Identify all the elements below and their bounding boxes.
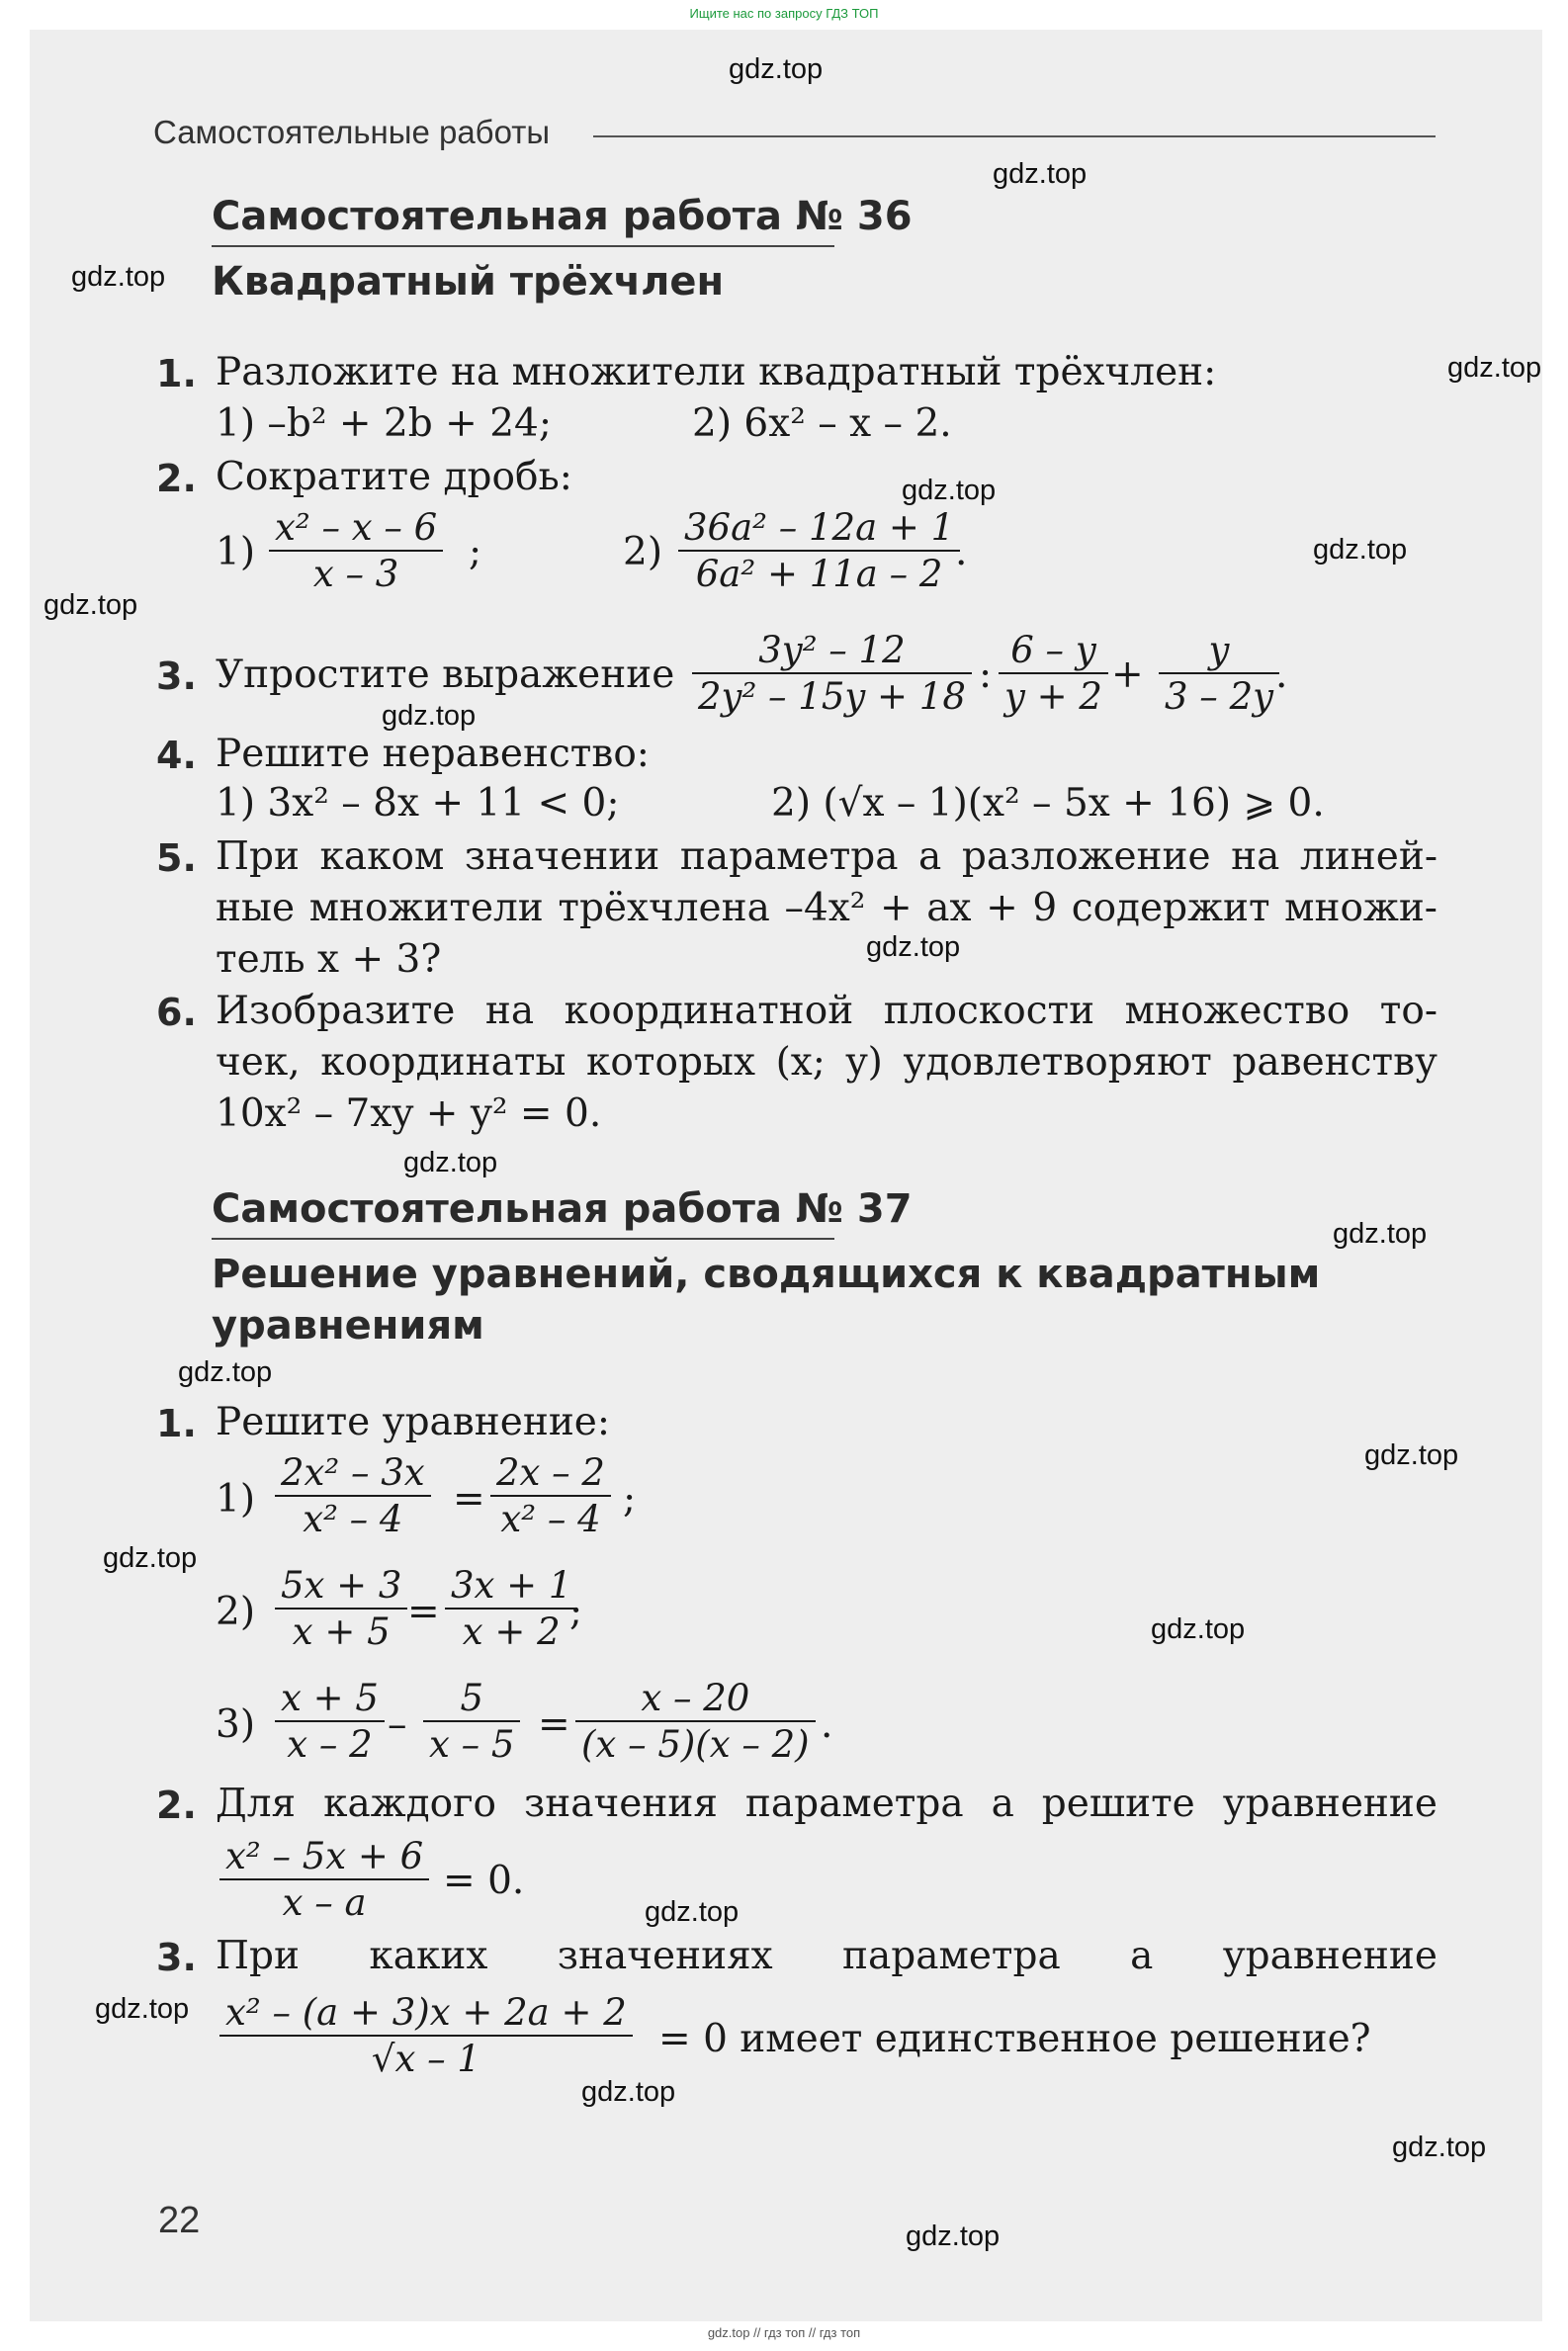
fraction: [423, 1677, 520, 1768]
running-head-rule: [593, 135, 1436, 137]
fraction-numerator: x + 5: [281, 1677, 379, 1719]
fraction: [275, 1564, 407, 1655]
watermark: gdz.top: [1364, 1439, 1459, 1471]
operator: +: [1111, 653, 1144, 697]
work37-subtitle: уравнениям: [212, 1303, 484, 1349]
fraction-denominator: x – 2: [287, 1723, 373, 1766]
fraction-denominator: 6a² + 11a – 2: [695, 553, 943, 595]
watermark: gdz.top: [993, 158, 1088, 190]
fraction-denominator: 3 – 2y: [1165, 675, 1274, 718]
part-label: 1): [216, 530, 256, 574]
watermark: gdz.top: [729, 53, 824, 85]
watermark: gdz.top: [1392, 2132, 1487, 2163]
fraction-denominator: x + 5: [292, 1611, 391, 1653]
punctuation: .: [1275, 653, 1288, 697]
fraction-denominator: y + 2: [1004, 675, 1102, 718]
fraction-numerator: 5: [460, 1677, 483, 1719]
fraction: [275, 1677, 385, 1768]
fraction-numerator: x – 20: [641, 1677, 750, 1719]
punctuation: .: [955, 530, 968, 574]
watermark: gdz.top: [645, 1896, 740, 1928]
task-text: 10x² – 7xy + y² = 0.: [216, 1091, 602, 1136]
fraction-numerator: x² – (a + 3)x + 2a + 2: [225, 1991, 627, 2034]
fraction-denominator: x – 3: [312, 553, 399, 595]
task-text: Изобразите на координатной плоскости множество то-: [216, 989, 1437, 1033]
work37-subtitle: Решение уравнений, сводящихся к квадратным: [212, 1252, 1321, 1297]
watermark: gdz.top: [902, 475, 997, 506]
punctuation: .: [821, 1702, 833, 1747]
task-part: 2) (√x – 1)(x² – 5x + 16) ⩾ 0.: [771, 781, 1325, 826]
task-part: 1) –b² + 2b + 24;: [216, 401, 553, 446]
fraction: [999, 629, 1108, 720]
operator: =: [453, 1477, 485, 1522]
fraction-numerator: x² – x – 6: [275, 506, 438, 549]
task-text: ные множители трёхчлена –4x² + ax + 9 содержит множи-: [216, 886, 1437, 930]
fraction-numerator: 3y² – 12: [758, 629, 906, 671]
fraction-numerator: y: [1208, 629, 1230, 671]
fraction-denominator: x – 5: [429, 1723, 515, 1766]
task-part: 2) 6x² – x – 2.: [692, 401, 952, 446]
task-number: 3.: [156, 654, 197, 698]
fraction-denominator: x² – 4: [303, 1498, 403, 1540]
punctuation: ;: [469, 530, 482, 574]
task-number: 2.: [156, 457, 197, 500]
task-part: 1) 3x² – 8x + 11 < 0;: [216, 781, 620, 826]
task-number: 1.: [156, 1402, 197, 1445]
watermark: gdz.top: [44, 589, 138, 621]
fraction: [219, 1991, 633, 2082]
watermark: gdz.top: [1151, 1613, 1246, 1645]
watermark: gdz.top: [403, 1147, 498, 1178]
fraction-denominator: (x – 5)(x – 2): [581, 1723, 810, 1766]
operator: :: [979, 653, 993, 697]
fraction-numerator: 6 – y: [1010, 629, 1096, 671]
fraction: [445, 1564, 577, 1655]
task-text: Решите уравнение:: [216, 1400, 611, 1444]
top-banner: Ищите нас по запросу ГДЗ ТОП: [689, 6, 879, 21]
part-label: 2): [216, 1590, 256, 1634]
work36-subtitle: Квадратный трёхчлен: [212, 259, 725, 305]
operator: =: [407, 1590, 440, 1634]
fraction-denominator: x² – 4: [500, 1498, 601, 1540]
fraction: [678, 506, 960, 597]
task-text: Разложите на множители квадратный трёхчлен:: [216, 350, 1217, 394]
task-number: 5.: [156, 836, 197, 880]
task-text: При каких значениях параметра a уравнение: [216, 1934, 1437, 1978]
part-label: 3): [216, 1702, 256, 1747]
fraction-numerator: 36a² – 12a + 1: [684, 506, 955, 549]
watermark: gdz.top: [1313, 534, 1408, 566]
fraction: [269, 506, 443, 597]
fraction-numerator: 2x – 2: [496, 1451, 605, 1494]
equation-end: = 0.: [443, 1859, 525, 1903]
running-head: Самостоятельные работы: [153, 114, 551, 150]
watermark: gdz.top: [71, 261, 166, 293]
watermark: gdz.top: [1333, 1218, 1428, 1250]
fraction-numerator: 3x + 1: [451, 1564, 572, 1607]
fraction: [1159, 629, 1279, 720]
task-number: 2.: [156, 1784, 197, 1827]
task-text: чек, координаты которых (x; y) удовлетворяют равенству: [216, 1040, 1437, 1085]
fraction-denominator: x – a: [282, 1881, 367, 1924]
task-text: Решите неравенство:: [216, 732, 650, 776]
task-text: Сократите дробь:: [216, 455, 572, 499]
part-label: 1): [216, 1477, 256, 1522]
work37-title: Самостоятельная работа № 37: [212, 1186, 913, 1232]
operator: =: [538, 1702, 570, 1747]
task-text: Упростите выражение: [216, 653, 675, 697]
equation-end: = 0 имеет единственное решение?: [658, 2017, 1371, 2061]
fraction: [692, 629, 972, 720]
task-text: Для каждого значения параметра a решите уравнение: [216, 1782, 1437, 1826]
fraction-numerator: 2x² – 3x: [281, 1451, 425, 1494]
fraction-numerator: x² – 5x + 6: [225, 1835, 424, 1877]
operator: –: [388, 1702, 407, 1747]
watermark: gdz.top: [178, 1356, 273, 1388]
fraction-denominator: 2y² – 15y + 18: [698, 675, 966, 718]
watermark: gdz.top: [382, 700, 477, 732]
task-text: тель x + 3?: [216, 937, 442, 982]
work37-title-rule: [212, 1238, 834, 1240]
fraction-numerator: 5x + 3: [281, 1564, 402, 1607]
work36-title-rule: [212, 245, 834, 247]
fraction-denominator: √x – 1: [371, 2038, 480, 2080]
task-number: 6.: [156, 991, 197, 1034]
watermark: gdz.top: [1447, 352, 1542, 384]
fraction: [490, 1451, 611, 1542]
task-number: 3.: [156, 1936, 197, 1979]
watermark: gdz.top: [103, 1542, 198, 1574]
fraction-denominator: x + 2: [462, 1611, 561, 1653]
watermark: gdz.top: [95, 1993, 190, 2025]
watermark: gdz.top: [906, 2220, 1001, 2252]
part-label: 2): [623, 530, 663, 574]
task-number: 4.: [156, 734, 197, 777]
fraction: [575, 1677, 816, 1768]
punctuation: ;: [623, 1477, 637, 1522]
fraction: [275, 1451, 431, 1542]
task-text: При каком значении параметра a разложение на линей-: [216, 834, 1437, 879]
bottom-banner: gdz.top // гдз топ // гдз топ: [707, 2325, 861, 2340]
task-number: 1.: [156, 352, 197, 395]
work36-title: Самостоятельная работа № 36: [212, 194, 913, 239]
fraction: [219, 1835, 429, 1926]
page-number: 22: [158, 2200, 201, 2241]
watermark: gdz.top: [866, 931, 961, 963]
punctuation: ;: [569, 1590, 583, 1634]
watermark: gdz.top: [581, 2076, 676, 2108]
